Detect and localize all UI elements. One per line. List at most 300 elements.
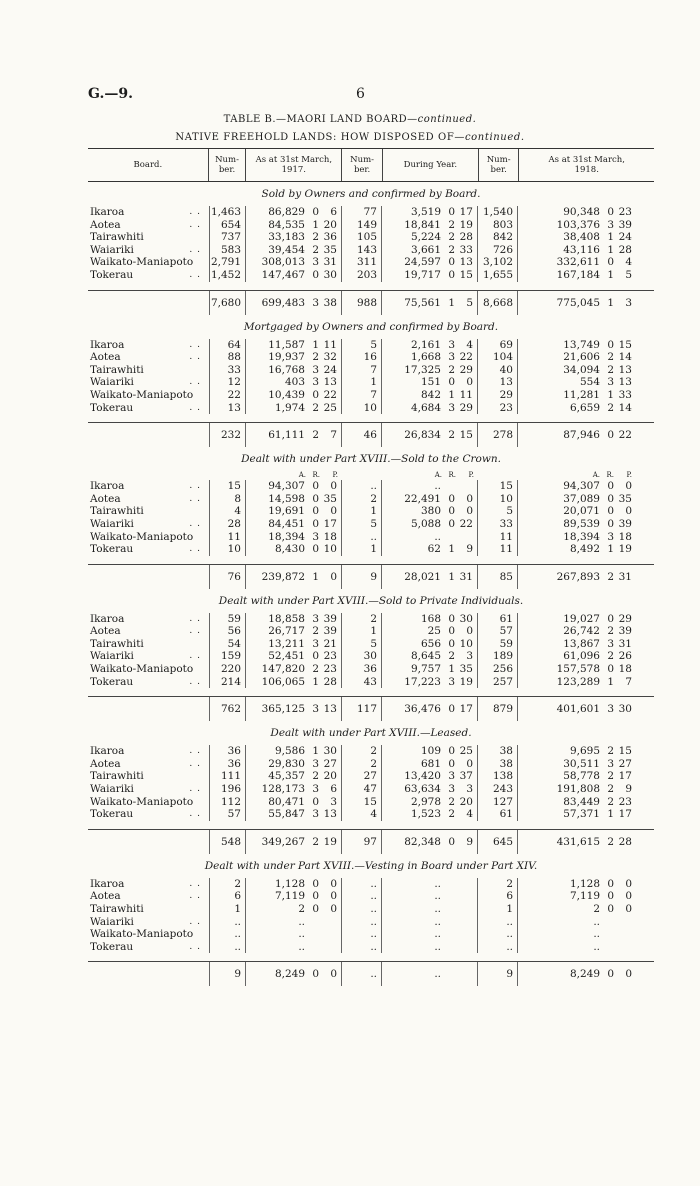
board-name: Ikaroa — [90, 338, 125, 351]
area-1918-perches: 5 — [625, 268, 632, 281]
board-name: Tokerau — [90, 808, 134, 821]
number-during-year: .. — [342, 941, 382, 954]
area-1917-acres: 8,430 — [274, 543, 305, 556]
area-during-year-roods: 3 — [448, 351, 455, 364]
board-name: Tairawhiti — [90, 231, 144, 244]
area-1918-roods: 1 — [607, 268, 614, 281]
area-during-year-roods: 1 — [448, 570, 455, 583]
area-1918-perches: 15 — [618, 745, 632, 758]
number-1918: 8,668 — [478, 291, 518, 315]
area-1918-roods: 1 — [607, 808, 614, 821]
area-during-year-roods: 1 — [448, 296, 455, 309]
board-name: Ikaroa — [90, 745, 125, 758]
board-cell — [88, 941, 209, 954]
area-1918-acres: 13,749 — [563, 338, 600, 351]
area-1918-acres: 26,742 — [563, 625, 600, 638]
area-1917-acres: 84,451 — [268, 517, 305, 530]
total-row — [88, 961, 654, 986]
area-during-year-perches: 0 — [466, 757, 473, 770]
table-section — [88, 589, 654, 722]
number-1918: 59 — [478, 638, 518, 651]
area-1918 — [518, 625, 654, 638]
number-1918: 257 — [478, 676, 518, 689]
units-spacer — [88, 471, 209, 480]
number-1917: 1 — [209, 903, 246, 916]
area-1918-roods: 2 — [607, 363, 614, 376]
total-label-spacer — [88, 565, 209, 589]
area-1918 — [518, 928, 654, 941]
area-1917-perches: 22 — [323, 388, 337, 401]
area-1918-acres: 2 — [593, 903, 600, 915]
area-1918-roods: 1 — [607, 388, 614, 401]
area-1918-acres: 332,611 — [556, 256, 600, 269]
board-name: Ikaroa — [90, 612, 125, 625]
area-during-year-acres: 24,597 — [404, 256, 441, 269]
table-row — [88, 613, 654, 626]
area-1918 — [518, 783, 654, 796]
area-1917 — [246, 890, 342, 903]
number-during-year: 27 — [342, 770, 382, 783]
area-during-year — [382, 543, 478, 556]
area-during-year-perches: 0 — [466, 625, 473, 638]
area-1917-perches — [319, 928, 337, 941]
area-1917-roods: 2 — [312, 401, 319, 414]
column-header-board: Board. — [88, 149, 209, 181]
area-1918 — [518, 256, 654, 269]
board-cell — [88, 389, 209, 402]
area-1918-acres: .. — [593, 928, 600, 941]
area-1917 — [246, 291, 342, 315]
area-1917-roods: 2 — [312, 625, 319, 638]
leader-dots: . . — [189, 544, 201, 555]
number-during-year: 149 — [342, 219, 382, 232]
page-reference: G.—9. — [88, 86, 133, 102]
area-1917-perches: 19 — [323, 835, 337, 848]
section-title: Dealt with under Part XVIII.—Vesting in Board under Part XIV. — [204, 859, 538, 872]
leader-dots: . . — [189, 626, 201, 637]
table-row — [88, 928, 654, 941]
leader-dots: . . — [189, 352, 201, 363]
area-1917-acres: 2 — [298, 903, 305, 915]
area-1918-perches: 28 — [618, 243, 632, 256]
area-1917-perches: 13 — [323, 703, 337, 716]
area-1917-roods: 0 — [312, 480, 319, 493]
number-1917: 59 — [209, 613, 246, 626]
area-1918 — [518, 389, 654, 402]
table-row — [88, 890, 654, 903]
area-during-year-perches: 22 — [459, 351, 473, 364]
area-during-year-roods — [441, 531, 455, 544]
number-1918: 6 — [478, 890, 518, 903]
table-title: TABLE B.—MAORI LAND BOARD—continued. — [223, 114, 477, 125]
number-1918: 33 — [478, 518, 518, 531]
area-1918-acres: 87,946 — [563, 429, 600, 442]
board-name: Aotea — [90, 492, 121, 505]
area-during-year — [382, 219, 478, 232]
table-row — [88, 339, 654, 352]
area-1917-perches: 0 — [330, 505, 337, 518]
area-1918-perches: 31 — [618, 570, 632, 583]
column-header-row — [88, 148, 654, 182]
area-1917 — [246, 565, 342, 589]
number-during-year: 36 — [342, 663, 382, 676]
area-1917-roods: 2 — [312, 663, 319, 676]
area-1918-roods: 0 — [607, 492, 614, 505]
area-during-year-acres: .. — [434, 915, 441, 928]
area-during-year — [382, 878, 478, 891]
area-1917-roods: 3 — [312, 296, 319, 309]
number-during-year: 5 — [342, 518, 382, 531]
column-header-number-1918: Num- ber. — [479, 149, 520, 181]
area-1918-roods: 0 — [607, 505, 614, 518]
area-1918-acres: 8,492 — [569, 543, 600, 556]
area-1918-roods: 1 — [607, 243, 614, 256]
area-1917-roods — [305, 941, 319, 954]
area-1917 — [246, 505, 342, 518]
area-1917-acres: 33,183 — [268, 231, 305, 244]
number-1917: .. — [209, 916, 246, 929]
area-during-year — [382, 423, 478, 447]
board-cell — [88, 351, 209, 364]
area-during-year — [382, 676, 478, 689]
area-1918-roods: 3 — [607, 637, 614, 650]
area-1917-roods: 2 — [312, 243, 319, 256]
area-during-year-roods: 0 — [448, 505, 455, 518]
total-row — [88, 422, 654, 447]
leader-dots: . . — [189, 339, 201, 350]
area-1918-roods: 2 — [607, 795, 614, 808]
number-1917: 88 — [209, 351, 246, 364]
total-label-spacer — [88, 962, 209, 986]
area-during-year-perches: 33 — [459, 243, 473, 256]
area-1917-roods: 3 — [312, 530, 319, 543]
table-row — [88, 941, 654, 954]
area-1917-acres: 14,598 — [268, 492, 305, 505]
area-during-year-roods: 1 — [448, 388, 455, 401]
area-1917-acres: 10,439 — [268, 388, 305, 401]
area-1918 — [518, 493, 654, 506]
number-during-year: .. — [342, 890, 382, 903]
area-during-year — [382, 493, 478, 506]
number-1918: 61 — [478, 808, 518, 821]
area-1918-perches: 13 — [618, 363, 632, 376]
area-during-year — [382, 650, 478, 663]
area-1917-perches: 7 — [330, 429, 337, 442]
area-1918-perches: 27 — [618, 757, 632, 770]
area-1917 — [246, 625, 342, 638]
area-1917 — [246, 638, 342, 651]
area-1917-roods: 3 — [312, 703, 319, 716]
area-1917 — [246, 364, 342, 377]
leader-dots: . . — [189, 941, 201, 952]
area-1917 — [246, 493, 342, 506]
area-1918-roods: 0 — [607, 968, 614, 981]
area-1917-roods: 0 — [312, 505, 319, 518]
board-cell — [88, 493, 209, 506]
leader-dots: . . — [189, 891, 201, 902]
area-1917-perches: 21 — [323, 637, 337, 650]
area-1917-roods — [305, 928, 319, 941]
area-1918-acres: 167,184 — [556, 268, 600, 281]
area-1917-perches: 27 — [323, 757, 337, 770]
area-1918-perches: 28 — [618, 835, 632, 848]
area-1917 — [246, 389, 342, 402]
number-1917: 2,791 — [209, 256, 246, 269]
number-1917: 12 — [209, 376, 246, 389]
area-during-year-perches — [455, 903, 473, 916]
board-cell — [88, 625, 209, 638]
area-1917-perches: 3 — [330, 795, 337, 808]
area-1918-acres: 94,307 — [563, 480, 600, 493]
area-1918-roods — [600, 941, 614, 954]
area-1918-perches: 0 — [625, 890, 632, 903]
board-cell — [88, 808, 209, 821]
area-during-year-perches: 28 — [459, 231, 473, 244]
number-1917: 214 — [209, 676, 246, 689]
area-during-year-acres: .. — [434, 968, 441, 981]
board-cell — [88, 745, 209, 758]
column-header-area-year: During Year. — [383, 149, 479, 181]
area-1918-acres: 30,511 — [563, 757, 600, 770]
area-1917-acres: 106,065 — [261, 675, 305, 688]
area-1918-perches: 39 — [618, 218, 632, 231]
area-during-year-roods: 3 — [448, 675, 455, 688]
number-1918: 15 — [478, 480, 518, 493]
number-1918: 3,102 — [478, 256, 518, 269]
area-1917-roods: 0 — [312, 877, 319, 890]
leader-dots: . . — [189, 493, 201, 504]
area-1918 — [518, 903, 654, 916]
area-1917-acres: 94,307 — [268, 480, 305, 493]
number-during-year: 9 — [342, 565, 382, 589]
number-during-year: 46 — [342, 423, 382, 447]
leader-dots: . . — [189, 402, 201, 413]
number-during-year: 43 — [342, 676, 382, 689]
area-during-year-perches: 25 — [459, 745, 473, 758]
area-1917-acres: 13,211 — [268, 637, 305, 650]
number-during-year: .. — [342, 878, 382, 891]
area-1917 — [246, 256, 342, 269]
area-1917 — [246, 351, 342, 364]
area-1917-roods: 1 — [312, 338, 319, 351]
area-1917-acres: 349,267 — [261, 835, 305, 848]
area-during-year-perches: 37 — [459, 770, 473, 783]
area-during-year — [382, 351, 478, 364]
area-1918-perches: 14 — [618, 351, 632, 364]
table-row — [88, 878, 654, 891]
board-name: Waiariki — [90, 243, 134, 256]
number-1917: 33 — [209, 364, 246, 377]
area-1918-roods: 2 — [607, 783, 614, 796]
area-1918-acres: 90,348 — [563, 206, 600, 218]
area-1918-perches: 0 — [625, 903, 632, 915]
area-1917-acres: 365,125 — [261, 703, 305, 716]
area-during-year-perches: 20 — [459, 795, 473, 808]
number-1918: 29 — [478, 389, 518, 402]
number-1917: 56 — [209, 625, 246, 638]
area-1918-roods: 0 — [607, 612, 614, 625]
area-during-year — [382, 808, 478, 821]
area-1917-perches: 24 — [323, 363, 337, 376]
area-1918-acres: 554 — [579, 376, 600, 389]
area-during-year-roods: 2 — [448, 795, 455, 808]
leader-dots: . . — [189, 207, 201, 217]
area-1917-roods: 2 — [312, 770, 319, 783]
area-1917-roods: 0 — [312, 543, 319, 556]
area-1917-acres: 7,119 — [274, 890, 305, 903]
number-1918: 726 — [478, 244, 518, 257]
area-1918-roods: 2 — [607, 625, 614, 638]
number-during-year: 7 — [342, 389, 382, 402]
area-1918 — [518, 206, 654, 219]
total-row — [88, 696, 654, 721]
area-during-year — [382, 830, 478, 854]
number-1918: 1,655 — [478, 269, 518, 282]
area-during-year — [382, 518, 478, 531]
area-1917-perches: 0 — [330, 570, 337, 583]
area-1917-perches: 0 — [330, 480, 337, 493]
unit-roods: R. — [312, 471, 320, 480]
number-1917: 4 — [209, 505, 246, 518]
area-1917 — [246, 402, 342, 415]
number-during-year: 1 — [342, 376, 382, 389]
unit-acres: A. — [434, 471, 442, 480]
board-name: Aotea — [90, 351, 121, 364]
area-during-year-roods: 2 — [448, 363, 455, 376]
maori-land-board-table — [88, 148, 654, 986]
area-during-year — [382, 531, 478, 544]
number-during-year: 1 — [342, 505, 382, 518]
area-1917-perches: 25 — [323, 401, 337, 414]
area-1918-roods: 0 — [607, 517, 614, 530]
number-during-year: 1 — [342, 543, 382, 556]
number-during-year: 15 — [342, 796, 382, 809]
area-1918-perches: 0 — [625, 505, 632, 518]
number-1917: 54 — [209, 638, 246, 651]
area-1917-acres: 16,768 — [268, 363, 305, 376]
number-1917: 28 — [209, 518, 246, 531]
area-during-year-perches: 0 — [466, 376, 473, 389]
number-during-year: 988 — [342, 291, 382, 315]
table-row — [88, 206, 654, 219]
leader-dots: . . — [189, 746, 201, 757]
number-1917: 1,463 — [209, 206, 246, 219]
area-1917-acres: 9,586 — [274, 745, 305, 758]
unit-perches: P. — [626, 471, 632, 480]
area-1917-roods: 0 — [312, 388, 319, 401]
area-1918-roods: 2 — [607, 570, 614, 583]
area-during-year-acres: 36,476 — [404, 703, 441, 716]
area-1918-acres: 61,096 — [563, 650, 600, 663]
area-1917-acres: 18,858 — [268, 612, 305, 625]
area-during-year-roods: 2 — [448, 243, 455, 256]
area-during-year-perches — [455, 928, 473, 941]
total-label-spacer — [88, 830, 209, 854]
area-1917-acres: 1,974 — [274, 401, 305, 414]
number-1918: 38 — [478, 745, 518, 758]
unit-acres: A. — [298, 471, 306, 480]
area-1917-roods: 3 — [312, 256, 319, 269]
area-1917-perches: 20 — [323, 770, 337, 783]
table-row — [88, 505, 654, 518]
area-1918 — [518, 364, 654, 377]
area-1917-roods: 3 — [312, 783, 319, 796]
area-1918-perches: 14 — [618, 401, 632, 414]
area-during-year-perches: 35 — [459, 663, 473, 676]
area-1918-acres: 1,128 — [569, 877, 600, 890]
area-during-year-acres: 62 — [427, 543, 441, 556]
leader-dots: . . — [189, 676, 201, 687]
area-during-year — [382, 402, 478, 415]
number-during-year: 2 — [342, 493, 382, 506]
area-1917-acres: 39,454 — [268, 243, 305, 256]
area-during-year-acres: 380 — [420, 505, 441, 518]
area-1918-roods: 0 — [607, 256, 614, 269]
area-during-year — [382, 928, 478, 941]
table-row — [88, 625, 654, 638]
area-1917 — [246, 480, 342, 493]
area-1917 — [246, 231, 342, 244]
number-during-year: .. — [342, 962, 382, 986]
area-1917-perches: 6 — [330, 206, 337, 218]
area-during-year-roods — [441, 480, 455, 493]
board-cell — [88, 796, 209, 809]
area-1917-acres: 29,830 — [268, 757, 305, 770]
area-1917 — [246, 878, 342, 891]
area-during-year — [382, 962, 478, 986]
area-during-year — [382, 376, 478, 389]
area-during-year-perches: 9 — [466, 543, 473, 556]
area-during-year-acres: 8,645 — [410, 650, 441, 663]
area-1918-perches: 18 — [618, 530, 632, 543]
board-name: Waiariki — [90, 783, 134, 796]
area-1918 — [518, 339, 654, 352]
number-1917: 2 — [209, 878, 246, 891]
area-during-year-perches: 0 — [466, 505, 473, 518]
total-row — [88, 564, 654, 589]
area-1917 — [246, 830, 342, 854]
area-during-year — [382, 339, 478, 352]
number-1917: 36 — [209, 758, 246, 771]
number-1917: 548 — [209, 830, 246, 854]
area-1918 — [518, 505, 654, 518]
table-section — [88, 721, 654, 854]
area-1917-acres: 26,717 — [268, 625, 305, 638]
area-1917-roods: 0 — [312, 903, 319, 915]
number-during-year: .. — [342, 480, 382, 493]
area-1917-perches: 13 — [323, 808, 337, 821]
area-during-year — [382, 231, 478, 244]
area-1918-acres: 123,289 — [556, 675, 600, 688]
area-during-year-acres: 3,519 — [410, 206, 441, 218]
number-1918: 9 — [478, 962, 518, 986]
area-1918-perches: 7 — [625, 675, 632, 688]
board-cell — [88, 613, 209, 626]
area-1917 — [246, 543, 342, 556]
number-1917: 64 — [209, 339, 246, 352]
area-1917-perches — [319, 916, 337, 929]
area-1917 — [246, 783, 342, 796]
section-title: Dealt with under Part XVIII.—Sold to Private Individuals. — [218, 594, 524, 607]
board-cell — [88, 402, 209, 415]
area-1917-perches: 20 — [323, 218, 337, 231]
area-1918-roods: 0 — [607, 480, 614, 493]
area-1917-acres: .. — [298, 915, 305, 928]
table-row — [88, 493, 654, 506]
number-1917: 22 — [209, 389, 246, 402]
area-during-year-roods: 0 — [448, 612, 455, 625]
board-name: Waiariki — [90, 915, 134, 928]
